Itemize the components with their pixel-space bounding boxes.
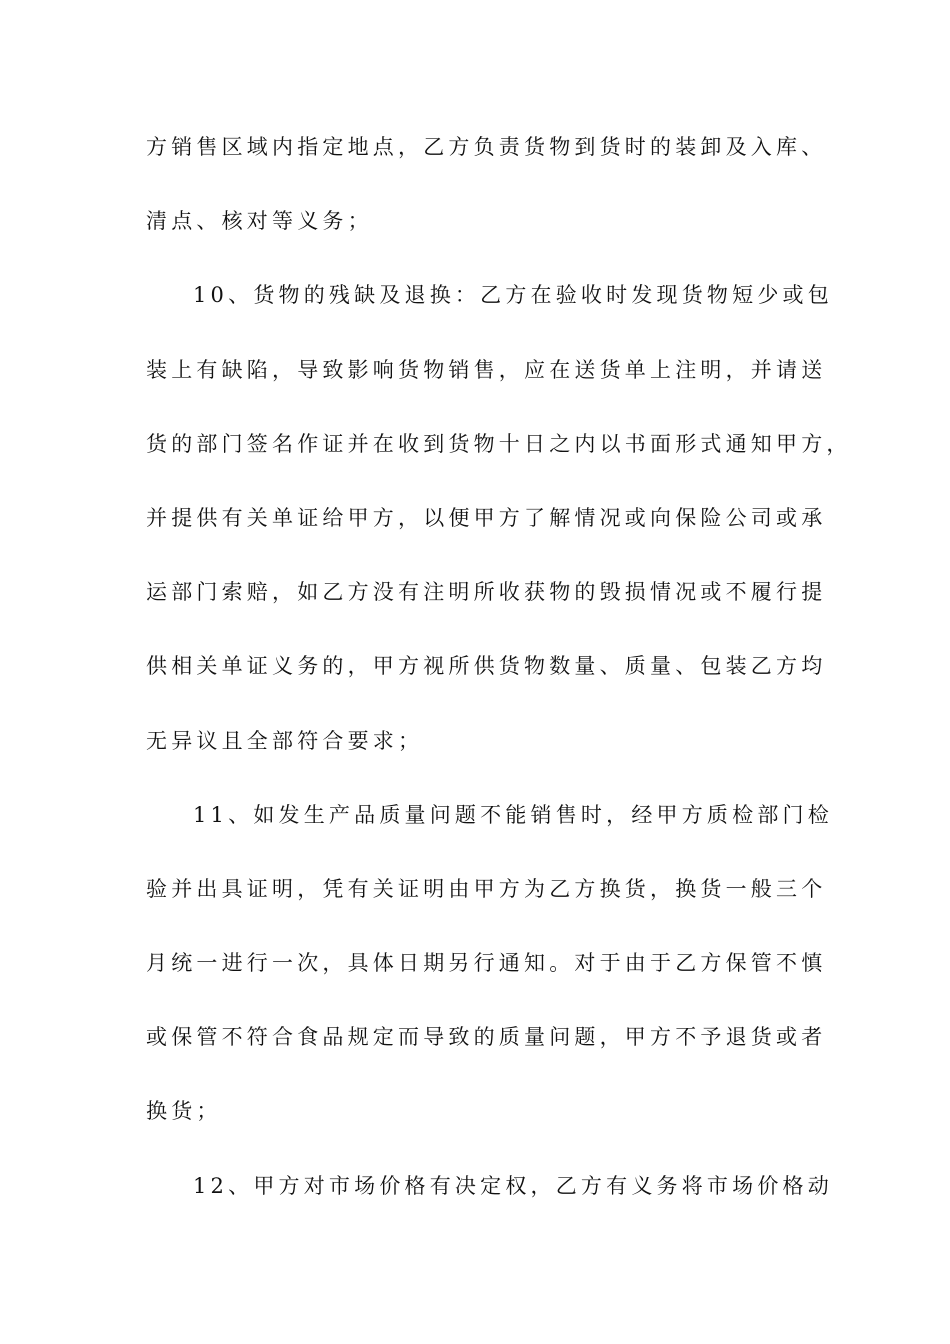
text-line: 货的部门签名作证并在收到货物十日之内以书面形式通知甲方， xyxy=(146,431,852,456)
text-line: 清点、核对等义务； xyxy=(146,209,373,234)
text-line: 换货； xyxy=(146,1099,222,1124)
text-line: 运部门索赔，如乙方没有注明所收获物的毁损情况或不履行提 xyxy=(146,580,827,605)
text-line: 供相关单证义务的，甲方视所供货物数量、质量、包装乙方均 xyxy=(146,654,827,679)
text-line: 或保管不符合食品规定而导致的质量问题，甲方不予退货或者 xyxy=(146,1025,827,1050)
text-line: 月统一进行一次，具体日期另行通知。对于由于乙方保管不慎 xyxy=(146,951,827,976)
text-line: 装上有缺陷，导致影响货物销售，应在送货单上注明，并请送 xyxy=(146,357,827,382)
text-line: 方销售区域内指定地点，乙方负责货物到货时的装卸及入库、 xyxy=(146,135,827,159)
clause-11-start: 11、如发生产品质量问题不能销售时，经甲方质检部门检 xyxy=(193,802,833,827)
clause-12-start: 12、甲方对市场价格有决定权，乙方有义务将市场价格动 xyxy=(193,1173,833,1198)
text-line: 并提供有关单证给甲方，以便甲方了解情况或向保险公司或承 xyxy=(146,505,827,530)
clause-10-start: 10、货物的残缺及退换：乙方在验收时发现货物短少或包 xyxy=(193,283,833,308)
text-line: 无异议且全部符合要求； xyxy=(146,728,424,753)
document-body xyxy=(146,127,852,1240)
text-line: 验并出具证明，凭有关证明由甲方为乙方换货，换货一般三个 xyxy=(146,876,827,901)
